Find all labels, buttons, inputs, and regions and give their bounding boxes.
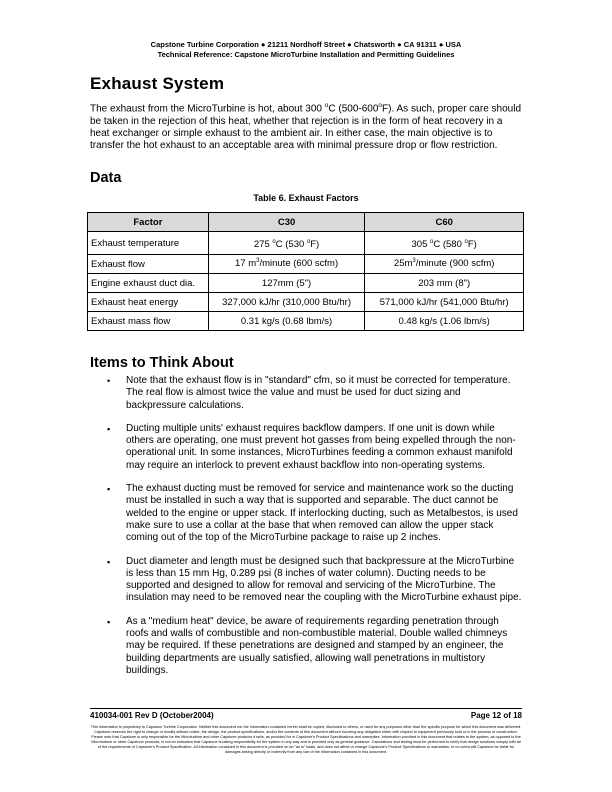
- column-header-factor: Factor: [88, 213, 209, 232]
- list-item: [90, 375, 522, 412]
- list-item-text: Ducting multiple units' exhaust requires backflow dampers. If one unit is down while others are operating, one must prevent hot gasses from being expelled through the non-operational unit. In some instances, MicroTurbines feeding a common exhaust manifold may require an interlock to prevent exhaust backflow into non-operating systems.: [126, 422, 516, 471]
- page-number: Page 12 of 18: [470, 711, 522, 720]
- legal-disclaimer: This information is proprietary to Capstone Turbine Corporation. Neither this document nor the information contained herein shall be copied, disclosed to others, or used for any purposes other than the specific purpose for which this document was delivered. Capstone reserves the right to change or modify without notice, the design, the product specifications, and/or the contents of this document without incurring any obligation either with respect to equipment previously sold or in the process of construction. Please note that Capstone is only responsible for the Microturbine and other Capstone products it sells, as provided for in Capstone's Product Specifications and warranties. Information provided in this document that relates to the system, as opposed to the Microturbine or other Capstone products, is not an indication that Capstone is taking responsibility for the system in any way and is provided only as general guidance. Calculations and testing must be performed to verify that design solutions comply with all of the requirements of Capstone's Product Specification. All information contained in this document is provided on an "as is" basis, and does not affect or change Capstone's Product Specifications or warranties. In no event will Capstone be liable for damages arising directly or indirectly from any use of the information contained in this document.: [90, 725, 522, 754]
- table-row: [88, 274, 524, 293]
- list-item: [90, 483, 522, 544]
- list-item-text: Note that the exhaust flow is in "standard" cfm, so it must be corrected for temperature. The real flow is almost twice the value and must be used for duct sizing and backpressure calculations.: [126, 375, 511, 411]
- factor-cell: Exhaust heat energy: [88, 293, 209, 312]
- list-item: [90, 423, 522, 472]
- exhaust-factors-table: [87, 212, 524, 331]
- table-header-row: [88, 213, 524, 232]
- list-item-text: As a "medium heat" device, be aware of requirements regarding penetration through roofs and walls of combustible and non-combustible material. Double walled chimneys may be required. If these penetrations are designed and stamped by an engineer, the building departments are usually satisfied, allowing wall penetrations in multistory buildings.: [126, 615, 508, 676]
- factor-cell: Exhaust mass flow: [88, 312, 209, 331]
- square-bullet-icon: ▪: [107, 556, 111, 567]
- items-heading: Items to Think About: [90, 355, 234, 371]
- column-header-c60: C60: [365, 213, 524, 232]
- c60-cell: 305 $^o$C (580 $^o$F): [365, 232, 524, 255]
- page-title: Exhaust System: [90, 74, 225, 93]
- table-caption: Table 6. Exhaust Factors: [253, 193, 359, 203]
- c60-cell: 0.48 kg/s (1.06 lbm/s): [365, 312, 524, 331]
- c60-cell: 203 mm (8"): [365, 274, 524, 293]
- document-id: 410034-001 Rev D (October2004): [90, 711, 214, 720]
- column-header-c30: C30: [208, 213, 365, 232]
- factor-cell: Exhaust temperature: [88, 232, 209, 255]
- list-item: [90, 616, 522, 677]
- c60-cell: $25m^3$/minute (900 scfm): [365, 255, 524, 274]
- square-bullet-icon: ▪: [107, 616, 111, 627]
- header-reference-line: Technical Reference: Capstone MicroTurbine Installation and Permitting Guidelines: [157, 50, 455, 59]
- c30-cell: 275 $^o$C (530 $^o$F): [208, 232, 365, 255]
- table-row: [88, 312, 524, 331]
- factor-cell: Engine exhaust duct dia.: [88, 274, 209, 293]
- intro-paragraph: The exhaust from the MicroTurbine is hot, about 300 $^o$C (500-600$^o$F). As such, proper care should be taken in the rejection of this heat, whether that rejection is in the form of heat recovery in a heat exchanger or simple exhaust to the ambient air. In either case, the main objective is to transfer the hot exhaust to an acceptable area with minimal pressure drop or flow restriction.: [90, 102, 522, 152]
- page-header: [0, 40, 612, 60]
- items-list: [90, 375, 522, 688]
- square-bullet-icon: ▪: [107, 484, 111, 495]
- list-item-text: The exhaust ducting must be removed for service and maintenance work so the ducting must be installed in such a way that is supported and separable. The duct cannot be welded to the engine or upper stack. If interlocking ducting, such as Metalbestos, is used make sure to use a collar at the base that when removed can allow the upper stack coming out of the top of the MicroTurbine package to raise up 2 inches.: [126, 483, 518, 544]
- table-row: [88, 232, 524, 255]
- c30-cell: 127mm (5"): [208, 274, 365, 293]
- data-heading: Data: [90, 170, 122, 186]
- list-item-text: Duct diameter and length must be designed such that backpressure at the MicroTurbine is less than 15 mm Hg, 0.289 psi (8 inches of water column). Ducting needs to be supported and designed to allow for removal and servicing of the MicroTurbine. The insulation may need to be removed near the coupling with the MicroTurbine exhaust pipe.: [126, 555, 522, 604]
- c60-cell: 571,000 kJ/hr (541,000 Btu/hr): [365, 293, 524, 312]
- table-row: [88, 293, 524, 312]
- square-bullet-icon: ▪: [107, 423, 111, 434]
- c30-cell: 17 $m^3$/minute (600 scfm): [208, 255, 365, 274]
- c30-cell: 327,000 kJ/hr (310,000 Btu/hr): [208, 293, 365, 312]
- c30-cell: 0.31 kg/s (0.68 lbm/s): [208, 312, 365, 331]
- header-address-line: Capstone Turbine Corporation ● 21211 Nordhoff Street ● Chatsworth ● CA 91311 ● USA: [150, 40, 462, 49]
- bullet-icon: •: [107, 376, 111, 386]
- factor-cell: Exhaust flow: [88, 255, 209, 274]
- footer-divider: [90, 708, 522, 709]
- table-row: [88, 255, 524, 274]
- list-item: [90, 556, 522, 605]
